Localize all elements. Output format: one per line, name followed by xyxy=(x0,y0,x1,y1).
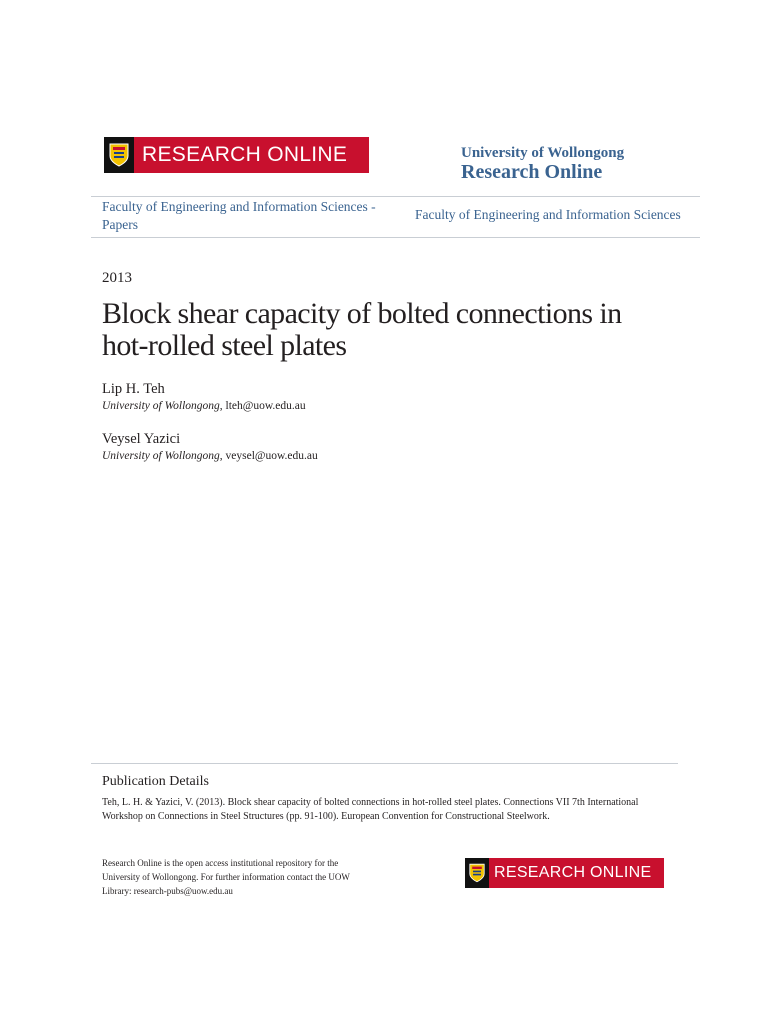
collection-link-papers[interactable]: Faculty of Engineering and Information Sciences - Papers xyxy=(102,199,376,232)
logo-text: RESEARCH ONLINE xyxy=(142,143,348,166)
author-name[interactable]: Veysel Yazici xyxy=(102,431,181,447)
collection-link-faculty[interactable]: Faculty of Engineering and Information Sciences xyxy=(415,207,681,222)
research-online-logo[interactable] xyxy=(104,137,369,173)
author-email[interactable]: veysel@uow.edu.au xyxy=(225,450,318,462)
separator: , xyxy=(219,400,226,412)
logo-text: RESEARCH ONLINE xyxy=(494,864,652,881)
author-affiliation: University of Wollongong xyxy=(102,450,220,462)
author-affiliation-line xyxy=(102,449,318,464)
author-name[interactable]: Lip H. Teh xyxy=(102,381,165,397)
publication-year: 2013 xyxy=(102,270,132,286)
repository-name[interactable]: Research Online xyxy=(461,161,603,183)
uow-crest-icon xyxy=(104,137,134,173)
details-divider xyxy=(91,763,678,764)
footer-note: Research Online is the open access institutional repository for the University of Wollongong. For further information contact the UOW Library: research-pubs@uow.edu.au xyxy=(102,858,350,896)
publication-details-heading: Publication Details xyxy=(102,774,209,789)
uow-crest-icon xyxy=(465,858,489,888)
university-name[interactable]: University of Wollongong xyxy=(461,145,625,161)
publication-citation: Teh, L. H. & Yazici, V. (2013). Block shear capacity of bolted connections in hot-rolled steel plates. Connections VII 7th International Workshop on Connections in Steel Structures (pp. 91-100). European Convention for Constructional Steelwork. xyxy=(102,797,639,822)
article-title[interactable]: Block shear capacity of bolted connections in hot-rolled steel plates xyxy=(102,297,622,362)
separator: , xyxy=(219,450,226,462)
author-affiliation-line xyxy=(102,399,306,414)
author-2 xyxy=(102,430,318,464)
author-1 xyxy=(102,380,306,414)
author-affiliation: University of Wollongong xyxy=(102,400,220,412)
footer-research-online-logo[interactable] xyxy=(465,858,664,888)
top-divider xyxy=(91,196,700,197)
bottom-divider xyxy=(91,237,700,238)
author-email[interactable]: lteh@uow.edu.au xyxy=(225,400,306,412)
